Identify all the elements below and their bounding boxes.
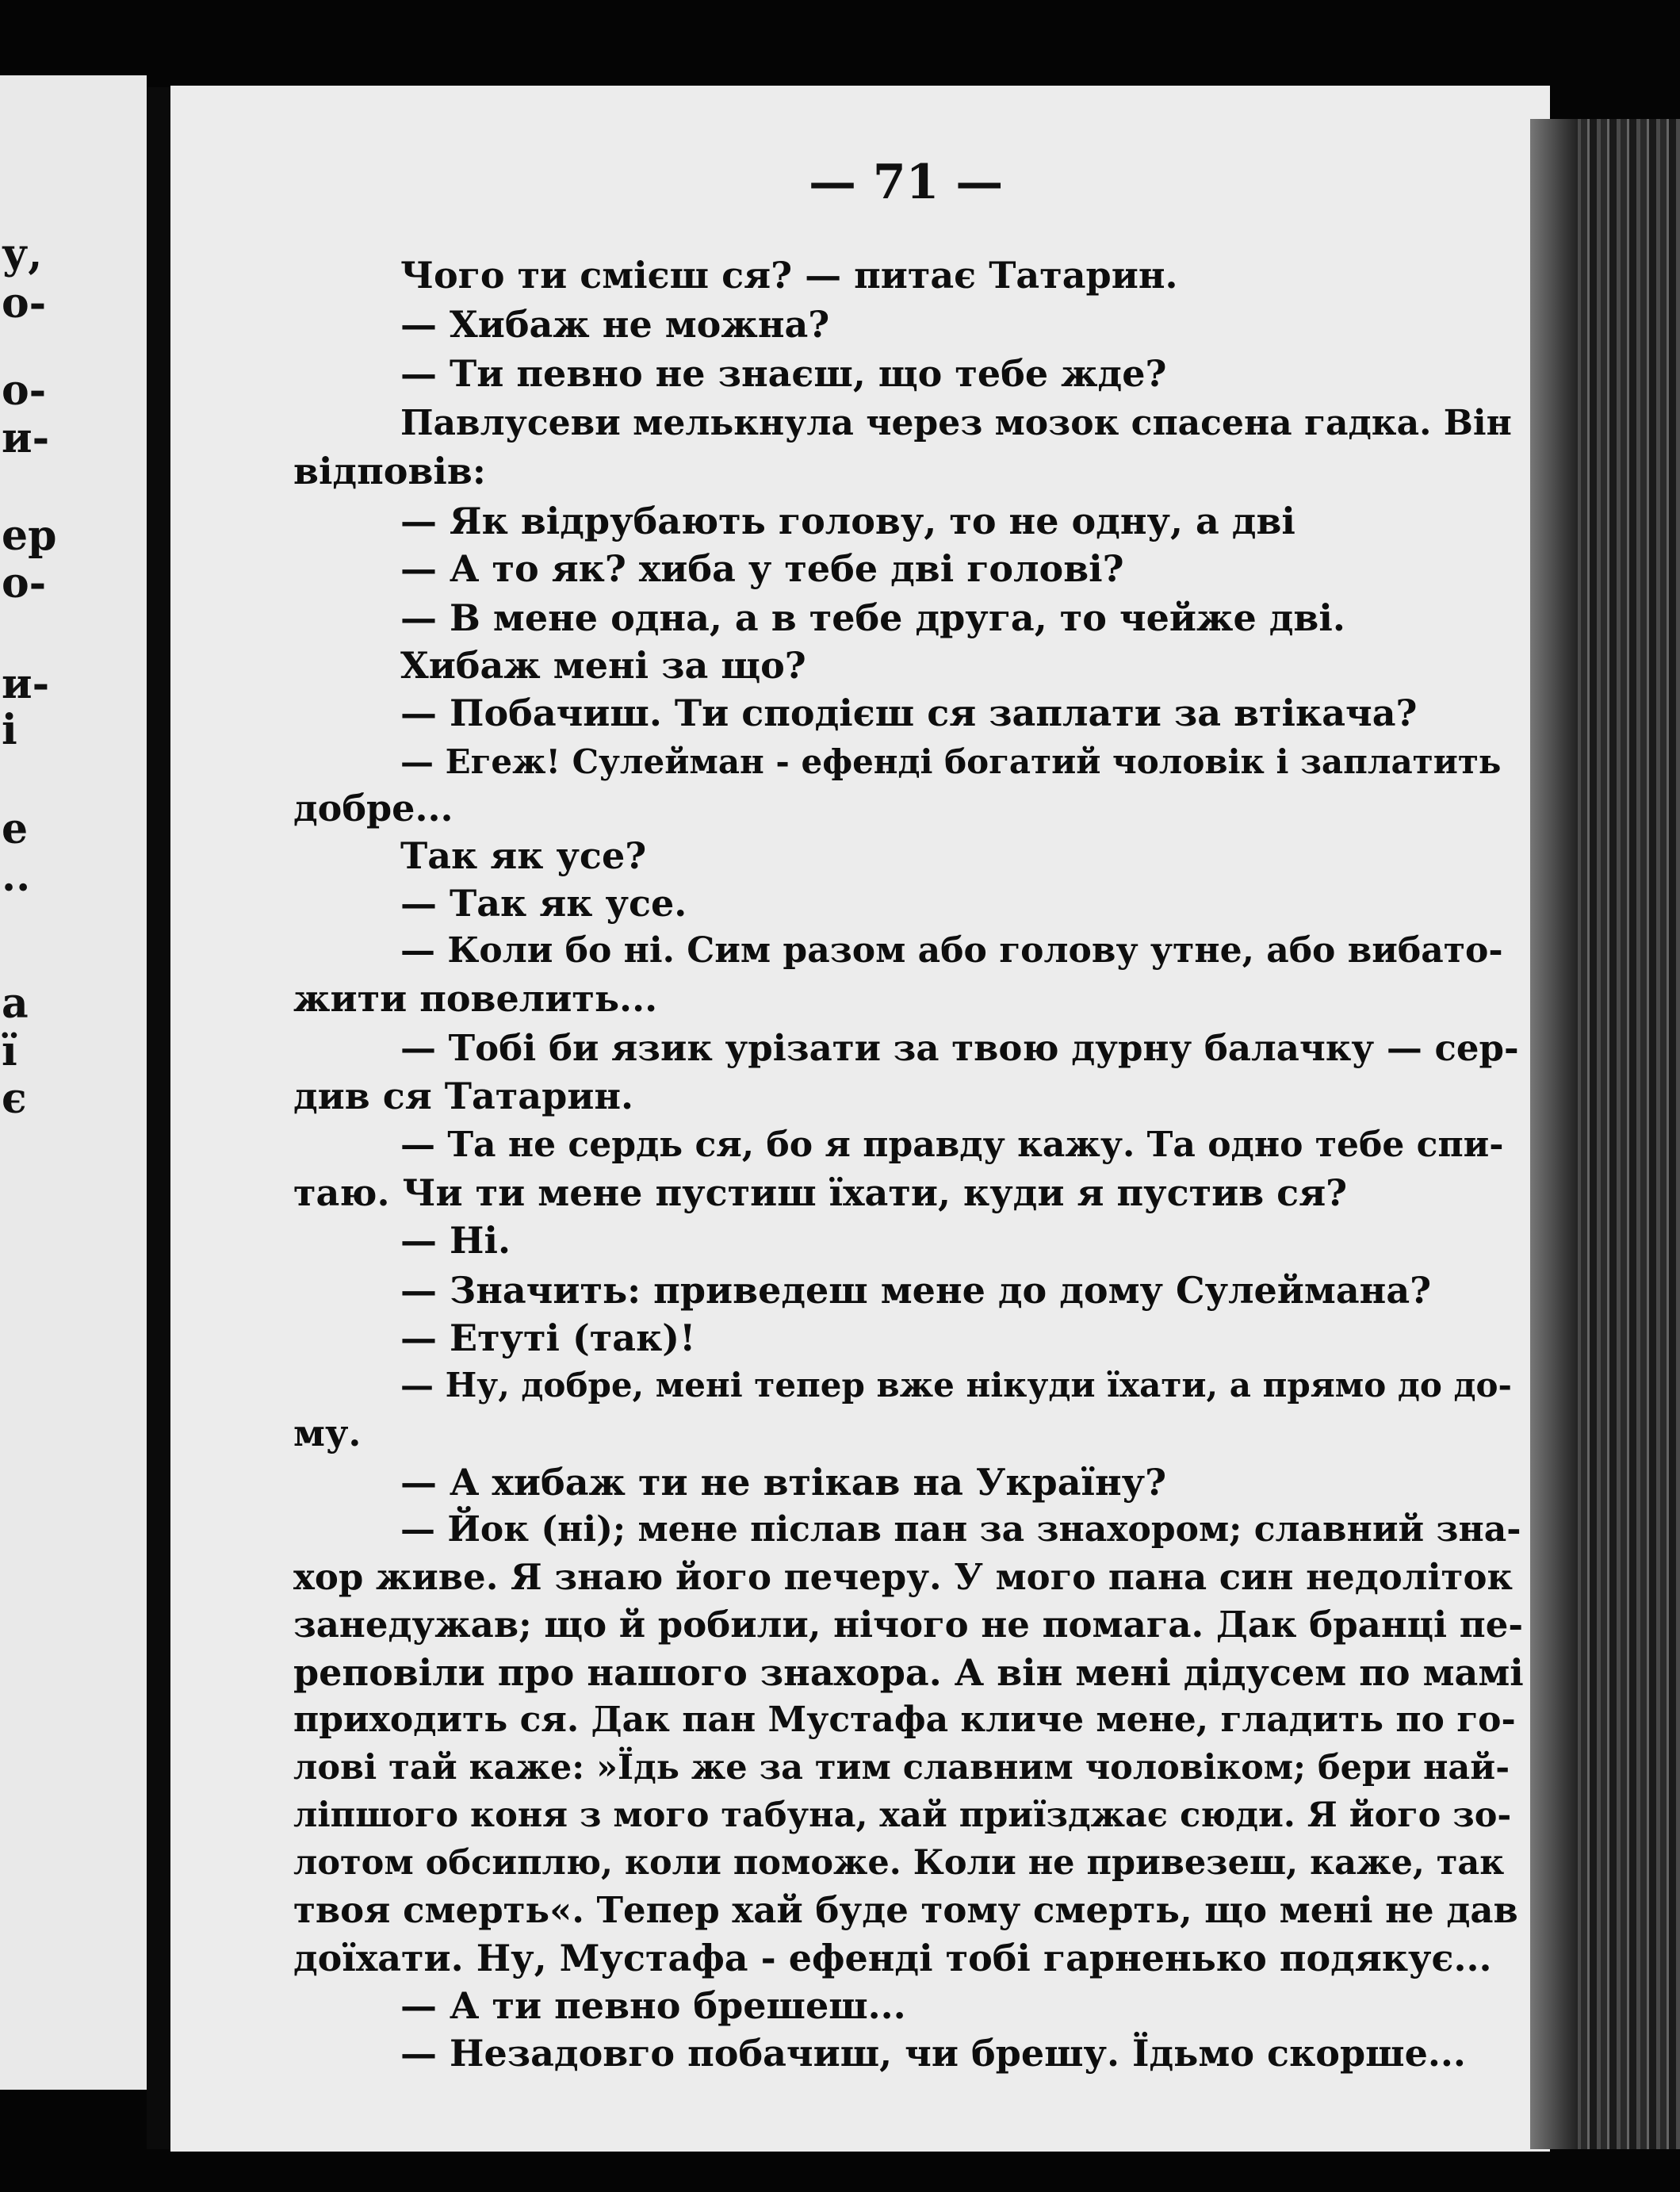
text-line: — Значить: приведеш мене до дому Сулеймана? [400,1269,1432,1312]
text-line: твоя смерть«. Тепер хай буде тому смерть, що мені не дав [293,1889,1518,1931]
left-page-text: е [2,805,29,853]
text-line: — Побачиш. Ти сподієш ся заплати за втікача? [400,692,1418,734]
left-page-text: ї [2,1027,17,1075]
left-page-text: .. [2,853,31,901]
text-line: — В мене одна, а в тебе друга, то чейже дві. [400,596,1345,639]
left-page-text: у, [2,230,43,278]
text-line: — Йок (ні); мене післав пан за знахором; славний зна- [400,1509,1521,1550]
text-line: доїхати. Ну, Мустафа - ефенді тобі гарненько подякує... [293,1937,1492,1979]
text-line: таю. Чи ти мене пустиш їхати, куди я пустив ся? [293,1171,1348,1214]
text-line: — Ні. [400,1219,511,1262]
left-page-text: і [2,706,17,754]
text-line: лотом обсиплю, коли поможе. Коли не привезеш, каже, так [293,1843,1505,1883]
text-line: — Егеж! Сулейман - ефенді богатий чоловік і заплатить [400,742,1502,781]
text-line: — Так як усе. [400,882,687,925]
text-line: — Коли бо ні. Сим разом або голову утне, або вибато- [400,930,1503,971]
text-line: — Та не сердь ся, бо я правду кажу. Та одно тебе спи- [400,1125,1504,1165]
text-line: — Тобі би язик урізати за твою дурну балачку — сер- [400,1027,1519,1069]
text-line: Хибаж мені за що? [400,644,806,687]
text-line: Так як усе? [400,834,647,877]
left-page-text: и- [2,414,50,462]
text-line: Павлусеви мелькнула через мозок спасена гадка. Він [400,403,1512,443]
text-line: — Ти певно не знаєш, що тебе жде? [400,352,1167,395]
text-line: — Незадовго побачиш, чи брешу. Їдьмо скорше... [400,2032,1466,2075]
text-line: відповів: [293,450,486,492]
text-line: лові тай каже: »Їдь же за тим славним чоловіком; бери най- [293,1748,1510,1788]
text-line: — А хибаж ти не втікав на Україну? [400,1461,1167,1504]
text-line: — Ну, добре, мені тепер вже нікуди їхати, а прямо до до- [400,1366,1512,1404]
left-page-fragment [0,75,147,2090]
text-line: му. [293,1412,362,1454]
left-page-text: о- [2,279,47,328]
text-line: Чого ти смієш ся? — питає Татарин. [400,254,1178,297]
text-line: — Етуті (так)! [400,1316,696,1359]
text-line: — Хибаж не можна? [400,303,830,346]
text-line: ліпшого коня з мого табуна, хай приїзджає сюди. Я його зо- [293,1795,1512,1835]
left-page-text: и- [2,660,50,708]
page-gutter [147,87,170,2149]
binding-shadow [1530,119,1578,2149]
left-page-text: о- [2,559,47,607]
text-line: занедужав; що й робили, нічого не помага. Дак бранці пе- [293,1604,1524,1646]
text-line: приходить ся. Дак пан Мустафа кличе мене, гладить по го- [293,1700,1516,1740]
left-page-text: є [2,1075,27,1123]
left-page-text: а [2,979,29,1028]
text-line: див ся Татарин. [293,1075,634,1117]
text-line: хор живе. Я знаю його печеру. У мого пана син недоліток [293,1556,1513,1598]
text-line: — Як відрубають голову, то не одну, а дві [400,500,1295,542]
text-line: — А то як? хиба у тебе дві голові? [400,547,1124,590]
text-line: жити повелить... [293,977,658,1020]
text-line: добре... [293,787,453,830]
left-page-text: ер [2,512,57,560]
text-line: — А ти певно брешеш... [400,1984,906,2027]
page-number: — 71 — [809,155,1004,210]
text-line: реповіли про нашого знахора. А він мені дідусем по мамі [293,1651,1524,1694]
left-page-text: о- [2,366,47,415]
